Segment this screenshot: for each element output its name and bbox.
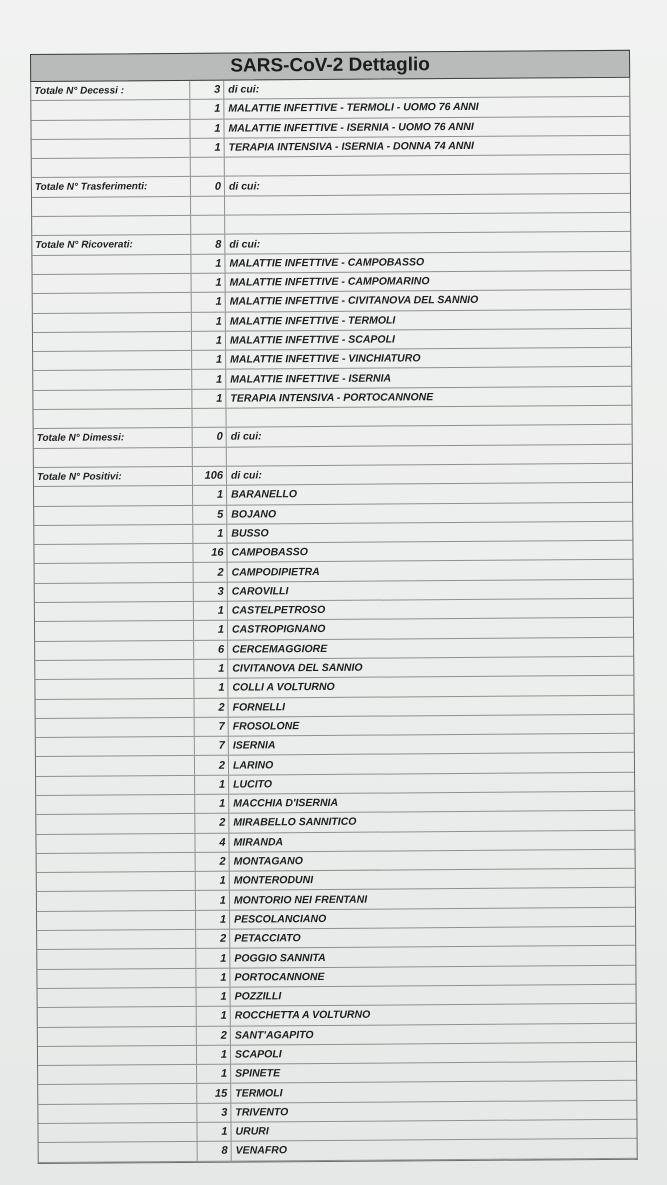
item-count: 1: [191, 254, 225, 273]
empty-label-cell: [33, 370, 192, 389]
item-description: SANT'AGAPITO: [234, 1028, 314, 1042]
item-count: 1: [194, 621, 228, 640]
empty-label-cell: [36, 737, 195, 756]
item-description: CASTELPETROSO: [231, 604, 326, 617]
empty-label-cell: [33, 312, 192, 331]
item-count: 1: [192, 274, 226, 293]
item-description: CIVITANOVA DEL SANNIO: [232, 661, 363, 675]
empty-count-cell: [192, 409, 226, 428]
section-label: Totale N° Positivi:: [34, 467, 193, 486]
empty-label-cell: [33, 274, 192, 293]
empty-label-cell: [33, 332, 192, 351]
item-count: 1: [195, 795, 229, 814]
empty-label-cell: [34, 544, 193, 563]
empty-label-cell: [38, 1046, 197, 1065]
item-count: 1: [196, 891, 230, 910]
empty-label-cell: [34, 448, 193, 467]
item-count: 1: [197, 1045, 231, 1064]
empty-desc-cell: [227, 444, 632, 465]
empty-label-cell: [33, 351, 192, 370]
item-count: 3: [197, 1103, 231, 1122]
empty-label-cell: [34, 505, 193, 524]
empty-label-cell: [35, 563, 194, 582]
report-table: [30, 78, 638, 1164]
empty-count-cell: [191, 158, 225, 177]
item-count: 1: [194, 660, 228, 679]
empty-label-cell: [33, 390, 192, 409]
item-description: TRIVENTO: [235, 1106, 289, 1119]
item-description: MONTAGANO: [233, 855, 303, 868]
section-of-which: di cui:: [230, 469, 262, 482]
table-row: [39, 1139, 637, 1162]
item-description: MIRABELLO SANNITICO: [233, 816, 357, 830]
empty-label-cell: [36, 756, 195, 775]
item-count: 1: [191, 139, 225, 158]
item-description: VENAFRO: [235, 1144, 288, 1158]
empty-label-cell: [38, 1123, 197, 1142]
empty-label-cell: [36, 814, 195, 833]
empty-label-cell: [33, 293, 192, 312]
item-description: CASTROPIGNANO: [231, 623, 326, 637]
empty-label-cell: [38, 1084, 197, 1103]
item-description: FROSOLONE: [232, 720, 300, 733]
item-description: PETACCIATO: [234, 932, 301, 945]
item-count: 1: [193, 524, 227, 543]
item-description: MALATTIE INFETTIVE - CIVITANOVA DEL SANNIO: [229, 294, 479, 309]
item-description: LUCITO: [233, 778, 273, 791]
item-description: MONTERODUNI: [233, 874, 314, 887]
section-total: 0: [193, 428, 227, 447]
empty-label-cell: [35, 583, 194, 602]
item-count: 1: [192, 331, 226, 350]
item-description: BUSSO: [231, 527, 269, 540]
item-count: 7: [195, 717, 229, 736]
item-count: 1: [192, 293, 226, 312]
item-count: 1: [195, 775, 229, 794]
empty-label-cell: [32, 255, 191, 274]
empty-label-cell: [38, 1026, 197, 1045]
section-total: 0: [191, 177, 225, 196]
item-description: URURI: [235, 1125, 269, 1138]
empty-label-cell: [35, 621, 194, 640]
item-description: MIRANDA: [233, 835, 284, 849]
empty-label-cell: [39, 1142, 198, 1161]
item-count: 8: [198, 1142, 232, 1161]
item-count: 1: [190, 119, 224, 138]
item-count: 2: [195, 814, 229, 833]
item-description: MALATTIE INFETTIVE - TERMOLI: [229, 314, 396, 328]
empty-label-cell: [37, 969, 196, 988]
item-description: BARANELLO: [231, 488, 298, 501]
item-count: 2: [195, 698, 229, 717]
section-label: Totale N° Ricoverati:: [32, 235, 191, 254]
item-description: MALATTIE INFETTIVE - SCAPOLI: [229, 333, 395, 347]
item-count: 1: [190, 100, 224, 119]
empty-desc-cell: [225, 155, 630, 176]
item-count: 1: [192, 389, 226, 408]
item-description: ISERNIA: [232, 739, 276, 752]
empty-label-cell: [37, 911, 196, 930]
item-count: 3: [194, 582, 228, 601]
item-description: FORNELLI: [232, 700, 286, 714]
item-count: 2: [196, 853, 230, 872]
empty-label-cell: [32, 158, 191, 177]
item-count: 15: [197, 1084, 231, 1103]
section-of-which: di cui:: [229, 237, 261, 251]
empty-label-cell: [38, 988, 197, 1007]
item-description: CAROVILLI: [231, 585, 289, 598]
item-description: TERMOLI: [235, 1086, 283, 1100]
empty-label-cell: [36, 776, 195, 795]
empty-label-cell: [36, 795, 195, 814]
empty-label-cell: [35, 679, 194, 698]
item-count: 6: [194, 640, 228, 659]
empty-label-cell: [38, 1065, 197, 1084]
section-total: 106: [193, 467, 227, 486]
item-count: 4: [195, 833, 229, 852]
item-count: 1: [192, 351, 226, 370]
item-description: TERAPIA INTENSIVA - ISERNIA - DONNA 74 ANNI: [228, 139, 474, 154]
section-label: Totale N° Trasferimenti:: [32, 177, 191, 196]
item-description: SPINETE: [235, 1067, 281, 1080]
section-of-which: di cui:: [230, 430, 262, 444]
item-description: SCAPOLI: [234, 1048, 282, 1061]
empty-label-cell: [37, 930, 196, 949]
item-count: 1: [192, 312, 226, 331]
report-sheet: [30, 50, 638, 1164]
item-description: CERCEMAGGIORE: [232, 642, 328, 656]
item-description: MALATTIE INFETTIVE - CAMPOMARINO: [229, 275, 430, 289]
item-count: 1: [197, 988, 231, 1007]
empty-label-cell: [31, 100, 190, 119]
item-description: MACCHIA D'ISERNIA: [233, 796, 339, 810]
empty-label-cell: [34, 525, 193, 544]
item-count: 1: [196, 910, 230, 929]
item-count: 1: [196, 949, 230, 968]
report-title: SARS-CoV-2 Dettaglio: [30, 50, 630, 82]
empty-desc-cell: [226, 406, 631, 427]
section-of-which: di cui:: [228, 180, 260, 193]
empty-label-cell: [32, 216, 191, 235]
item-count: 2: [197, 1026, 231, 1045]
section-total: 3: [190, 81, 224, 100]
empty-label-cell: [37, 891, 196, 910]
item-description: TERAPIA INTENSIVA - PORTOCANNONE: [230, 391, 434, 405]
empty-label-cell: [35, 660, 194, 679]
item-count: 2: [195, 756, 229, 775]
item-count: 1: [197, 1007, 231, 1026]
item-description: COLLI A VOLTURNO: [232, 681, 335, 694]
item-count: 1: [197, 1123, 231, 1142]
empty-label-cell: [38, 1104, 197, 1123]
item-count: 1: [196, 968, 230, 987]
item-description: PESCOLANCIANO: [234, 912, 327, 926]
item-description: CAMPODIPIETRA: [231, 565, 320, 579]
item-count: 1: [196, 872, 230, 891]
item-count: 16: [193, 544, 227, 563]
item-description: MONTORIO NEI FRENTANI: [233, 893, 368, 907]
empty-label-cell: [32, 197, 191, 216]
empty-label-cell: [36, 698, 195, 717]
empty-label-cell: [37, 872, 196, 891]
item-description: PORTOCANNONE: [234, 970, 325, 984]
item-description: MALATTIE INFETTIVE - ISERNIA - UOMO 76 ANNI: [228, 120, 474, 135]
item-description: MALATTIE INFETTIVE - ISERNIA: [230, 372, 392, 386]
empty-label-cell: [36, 718, 195, 737]
section-of-which: di cui:: [228, 83, 260, 96]
item-count: 1: [194, 679, 228, 698]
item-count: 5: [193, 505, 227, 524]
item-count: 2: [194, 563, 228, 582]
empty-label-cell: [38, 1007, 197, 1026]
section-total: 8: [191, 235, 225, 254]
item-count: 2: [196, 930, 230, 949]
item-description: POGGIO SANNITA: [234, 951, 326, 965]
empty-label-cell: [35, 602, 194, 621]
item-count: 1: [197, 1065, 231, 1084]
item-description: ROCCHETTA A VOLTURNO: [234, 1009, 371, 1022]
item-description: POZZILLI: [234, 990, 282, 1003]
item-count: 1: [192, 370, 226, 389]
item-description: MALATTIE INFETTIVE - TERMOLI - UOMO 76 ANNI: [228, 101, 479, 116]
empty-label-cell: [37, 949, 196, 968]
item-count: 1: [193, 486, 227, 505]
item-description: BOJANO: [231, 507, 277, 521]
item-description: MALATTIE INFETTIVE - VINCHIATURO: [230, 352, 421, 366]
empty-desc-cell: [225, 194, 630, 215]
item-count: 7: [195, 737, 229, 756]
empty-label-cell: [32, 139, 191, 158]
empty-desc-cell: [225, 213, 630, 234]
item-count: 1: [194, 602, 228, 621]
empty-label-cell: [36, 833, 195, 852]
section-label: Totale N° Dimessi:: [34, 428, 193, 447]
empty-label-cell: [31, 119, 190, 138]
empty-label-cell: [34, 486, 193, 505]
empty-count-cell: [193, 447, 227, 466]
empty-label-cell: [35, 640, 194, 659]
item-description: LARINO: [232, 758, 274, 772]
empty-label-cell: [37, 853, 196, 872]
empty-count-cell: [191, 196, 225, 215]
empty-count-cell: [191, 216, 225, 235]
empty-label-cell: [33, 409, 192, 428]
item-description: MALATTIE INFETTIVE - CAMPOBASSO: [229, 256, 425, 270]
section-label: Totale N° Decessi :: [31, 81, 190, 100]
item-description: CAMPOBASSO: [231, 546, 308, 559]
